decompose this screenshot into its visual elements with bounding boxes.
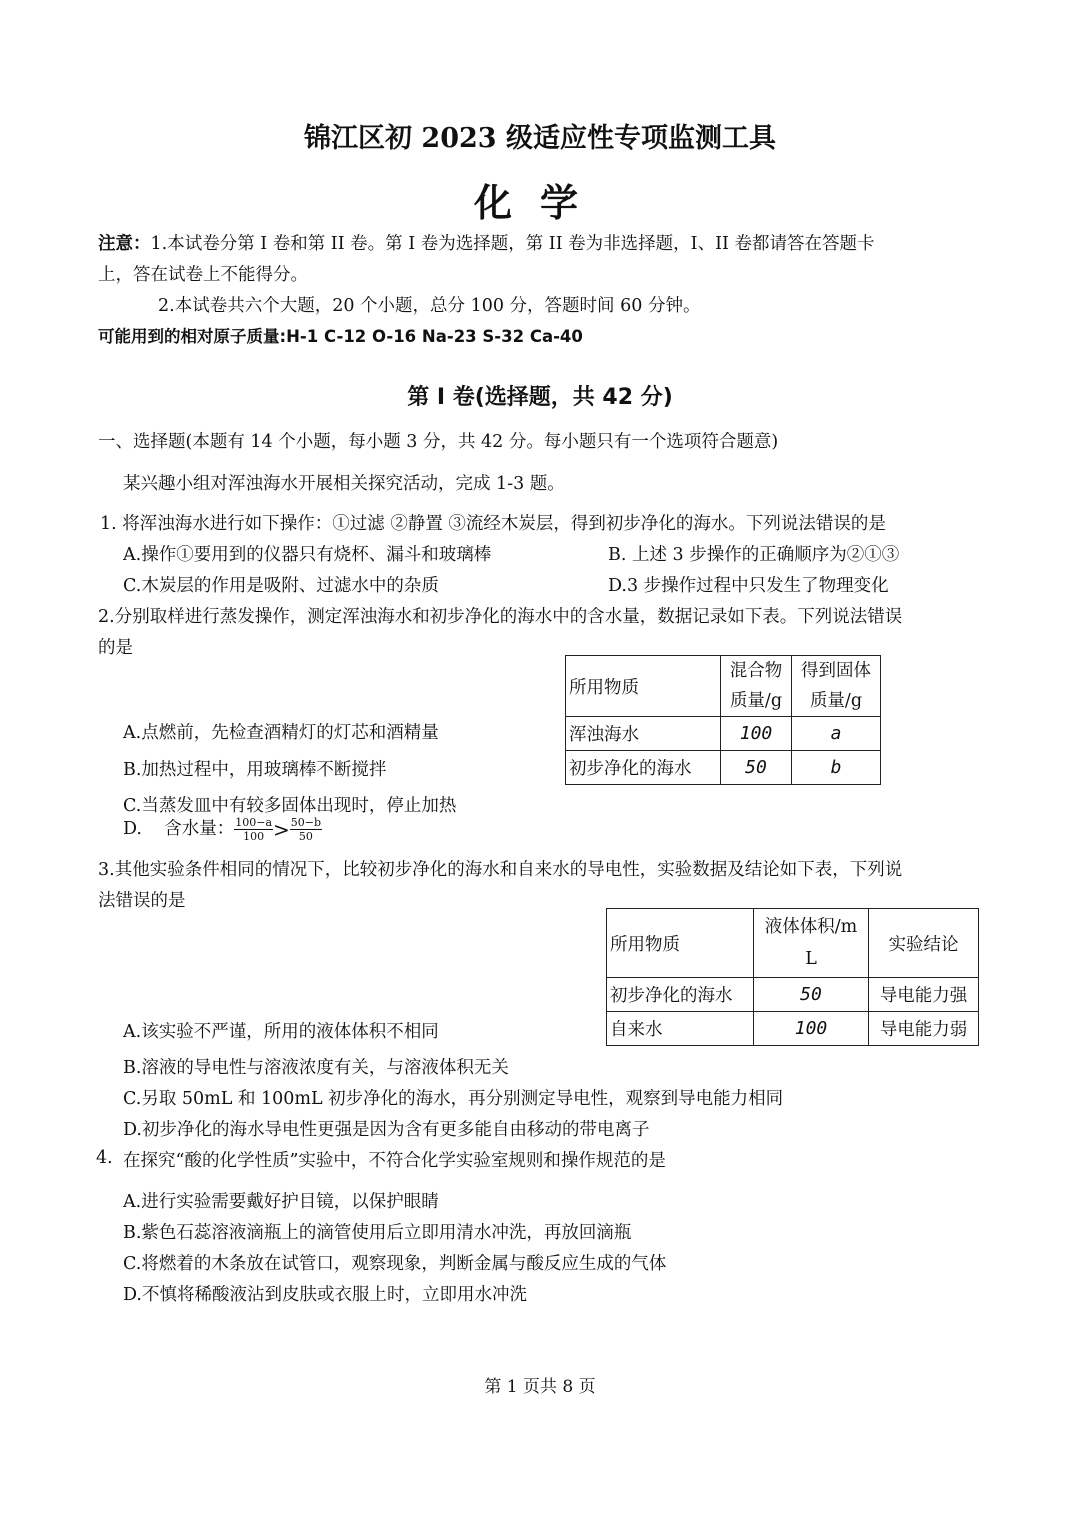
q4-option-b: B.紫色石蕊溶液滴瓶上的滴管使用后立即用清水冲洗，再放回滴瓶 <box>123 1223 632 1243</box>
notice-line2: 上，答在试卷上不能得分。 <box>98 265 308 285</box>
q4-option-d: D.不慎将稀酸液沾到皮肤或衣服上时，立即用水冲洗 <box>123 1285 527 1305</box>
q3-stem-line1: 3.其他实验条件相同的情况下，比较初步净化的海水和自来水的导电性，实验数据及结论如下表，下列说 <box>98 860 903 880</box>
table-header-cell <box>721 656 792 717</box>
q3-table <box>606 908 979 1046</box>
table-header-cell: 所用物质 <box>607 909 754 978</box>
table-header-row <box>607 909 979 978</box>
table-row <box>566 717 881 751</box>
table-cell: 浑浊海水 <box>566 717 721 751</box>
header-text: 液体体积/m <box>764 917 858 937</box>
exam-title: 锦江区初 2023 级适应性专项监测工具 <box>304 123 776 154</box>
header-text: 质量/g <box>729 691 783 711</box>
page-number: 第 1 页共 8 页 <box>484 1377 596 1397</box>
q2-option-d <box>123 815 322 843</box>
fraction <box>234 816 273 843</box>
header-text: 混合物 <box>729 661 783 681</box>
q1-option-d: D.3 步操作过程中只发生了物理变化 <box>608 576 889 596</box>
section-instruction: 一、选择题(本题有 14 个小题，每小题 3 分，共 42 分。每小题只有一个选项符合题意) <box>98 432 779 452</box>
q2-option-a: A.点燃前，先检查酒精灯的灯芯和酒精量 <box>123 723 439 743</box>
fraction-denominator: 50 <box>298 830 313 843</box>
atomic-mass-line: 可能用到的相对原子质量:H-1 C-12 O-16 Na-23 S-32 Ca-40 <box>98 327 583 346</box>
table-cell: 导电能力强 <box>869 978 979 1012</box>
fraction-numerator: 50−b <box>290 816 322 829</box>
table-cell: 50 <box>721 751 792 785</box>
q2-table <box>565 655 881 785</box>
table-cell: a <box>792 717 881 751</box>
greater-than-sign: > <box>273 817 290 842</box>
table-header-cell <box>792 656 881 717</box>
q4-option-a: A.进行实验需要戴好护目镜，以保护眼睛 <box>123 1192 439 1212</box>
q4-stem: 在探究“酸的化学性质”实验中，不符合化学实验室规则和操作规范的是 <box>123 1151 666 1171</box>
table-row <box>566 751 881 785</box>
table-cell: 100 <box>754 1012 869 1046</box>
subject-title: 化学 <box>473 180 606 225</box>
table-cell: 初步净化的海水 <box>607 978 754 1012</box>
table-cell: b <box>792 751 881 785</box>
context-text: 某兴趣小组对浑浊海水开展相关探究活动，完成 1-3 题。 <box>123 474 565 494</box>
notice-line1 <box>98 230 874 255</box>
q1-option-a: A.操作①要用到的仪器只有烧杯、漏斗和玻璃棒 <box>123 545 492 565</box>
q1-option-b: B. 上述 3 步操作的正确顺序为②①③ <box>608 545 900 565</box>
q2-stem-line2: 的是 <box>98 638 133 658</box>
fraction-denominator: 100 <box>243 830 265 843</box>
table-row <box>607 978 979 1012</box>
table-header-row <box>566 656 881 717</box>
table-cell: 自来水 <box>607 1012 754 1046</box>
q4-option-c: C.将燃着的木条放在试管口，观察现象，判断金属与酸反应生成的气体 <box>123 1254 667 1274</box>
table-row <box>607 1012 979 1046</box>
q2-option-b: B.加热过程中，用玻璃棒不断搅拌 <box>123 760 387 780</box>
notice-line3: 2.本试卷共六个大题，20 个小题，总分 100 分，答题时间 60 分钟。 <box>158 296 701 316</box>
table-header-cell: 实验结论 <box>869 909 979 978</box>
fraction-numerator: 100−a <box>235 816 273 829</box>
table-cell: 导电能力弱 <box>869 1012 979 1046</box>
table-header-cell <box>754 909 869 978</box>
table-header-cell: 所用物质 <box>566 656 721 717</box>
header-text: 得到固体 <box>801 661 871 681</box>
table-cell: 50 <box>754 978 869 1012</box>
notice-label: 注意： <box>98 234 151 254</box>
q1-option-c: C.木炭层的作用是吸附、过滤水中的杂质 <box>123 576 439 596</box>
q2-stem-line1: 2.分别取样进行蒸发操作，测定浑浊海水和初步净化的海水中的含水量，数据记录如下表。下列说法错误 <box>98 607 903 627</box>
table-cell: 初步净化的海水 <box>566 751 721 785</box>
section-title: 第 I 卷(选择题，共 42 分) <box>407 385 673 410</box>
q3-stem-line2: 法错误的是 <box>98 891 186 911</box>
header-text: 质量/g <box>809 691 863 711</box>
notice-text1: 1.本试卷分第 I 卷和第 II 卷。第 I 卷为选择题，第 II 卷为非选择题，I、II 卷都请答在答题卡 <box>150 234 875 254</box>
table-cell: 100 <box>721 717 792 751</box>
q2-option-c: C.当蒸发皿中有较多固体出现时，停止加热 <box>123 796 457 816</box>
q3-option-d: D.初步净化的海水导电性更强是因为含有更多能自由移动的带电离子 <box>123 1120 650 1140</box>
q4-number: 4. <box>96 1148 113 1168</box>
q2-d-prefix: D. 含水量： <box>123 819 235 839</box>
q1-stem: 1. 将浑浊海水进行如下操作：①过滤 ②静置 ③流经木炭层，得到初步净化的海水。下列说法错误的是 <box>100 514 886 534</box>
q3-option-b: B.溶液的导电性与溶液浓度有关，与溶液体积无关 <box>123 1058 509 1078</box>
fraction <box>290 816 322 843</box>
q3-option-a: A.该实验不严谨，所用的液体体积不相同 <box>123 1022 439 1042</box>
q3-option-c: C.另取 50mL 和 100mL 初步净化的海水，再分别测定导电性，观察到导电能力相同 <box>123 1089 784 1109</box>
header-text: L <box>805 949 817 969</box>
